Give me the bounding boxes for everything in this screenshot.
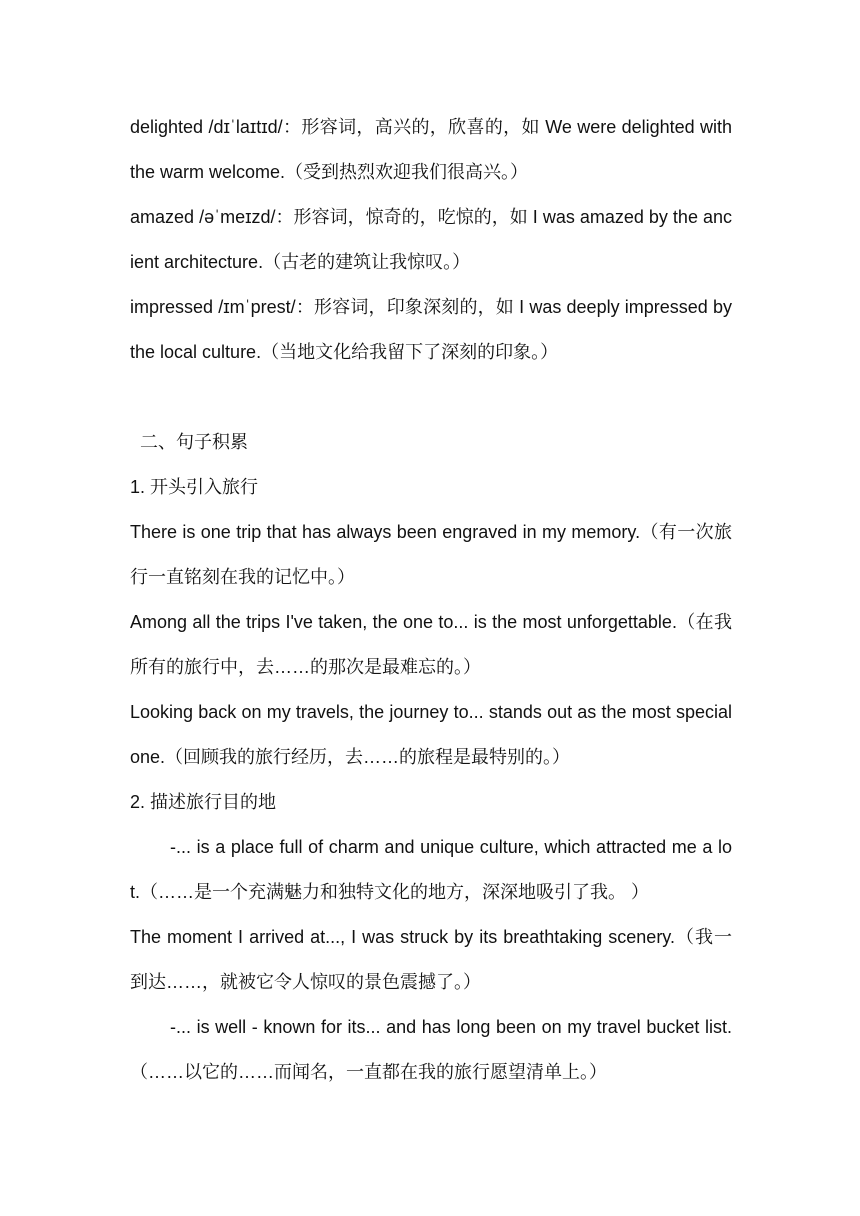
vocab-entry-impressed bbox=[130, 285, 732, 375]
subsection-heading-destination: 2. 描述旅行目的地 bbox=[130, 792, 277, 812]
vocab-phonetic: /əˈmeɪzd/ bbox=[199, 207, 276, 227]
vocab-phonetic: /ɪmˈprest/ bbox=[218, 297, 296, 317]
sentence-item: Among all the trips I've taken, the one to... is the most unforgettable.（在我所有的旅行中，去……的那次是最难忘的。） bbox=[130, 612, 732, 677]
vocab-term: amazed bbox=[130, 207, 195, 227]
vocab-phonetic: /dɪˈlaɪtɪd/ bbox=[208, 117, 283, 137]
vocab-term: delighted bbox=[130, 117, 204, 137]
blank-line bbox=[130, 375, 732, 420]
vocab-entry-amazed bbox=[130, 195, 732, 285]
sentence-item: -... is well - known for its... and has long been on my travel bucket list.（……以它的……而闻名，一直都在我的旅行愿望清单上。） bbox=[130, 1017, 732, 1082]
vocab-term: impressed bbox=[130, 297, 214, 317]
sentence-item: There is one trip that has always been engraved in my memory.（有一次旅行一直铭刻在我的记忆中。） bbox=[130, 522, 732, 587]
subsection-heading-opening: 1. 开头引入旅行 bbox=[130, 477, 259, 497]
vocab-description: ：形容词，高兴的，欣喜的，如 We were delighted with the warm welcome.（受到热烈欢迎我们很高兴。） bbox=[130, 117, 732, 182]
sentence-item: -... is a place full of charm and unique culture, which attracted me a lot.（……是一个充满魅力和独特文化的地方，深深地吸引了我。 ） bbox=[130, 837, 732, 902]
sentence-item: The moment I arrived at..., I was struck by its breathtaking scenery.（我一到达……，就被它令人惊叹的景色震撼了。） bbox=[130, 927, 732, 992]
vocab-entry-delighted bbox=[130, 105, 732, 195]
sentence-item: Looking back on my travels, the journey to... stands out as the most special one.（回顾我的旅行经历，去……的旅程是最特别的。） bbox=[130, 702, 732, 767]
section-heading: 二、句子积累 bbox=[140, 432, 248, 452]
vocab-description: ：形容词，印象深刻的，如 I was deeply impressed by the local culture.（当地文化给我留下了深刻的印象。） bbox=[130, 297, 732, 362]
document-page bbox=[130, 105, 732, 1095]
vocab-description: ：形容词，惊奇的，吃惊的，如 I was amazed by the ancient architecture.（古老的建筑让我惊叹。） bbox=[130, 207, 732, 272]
